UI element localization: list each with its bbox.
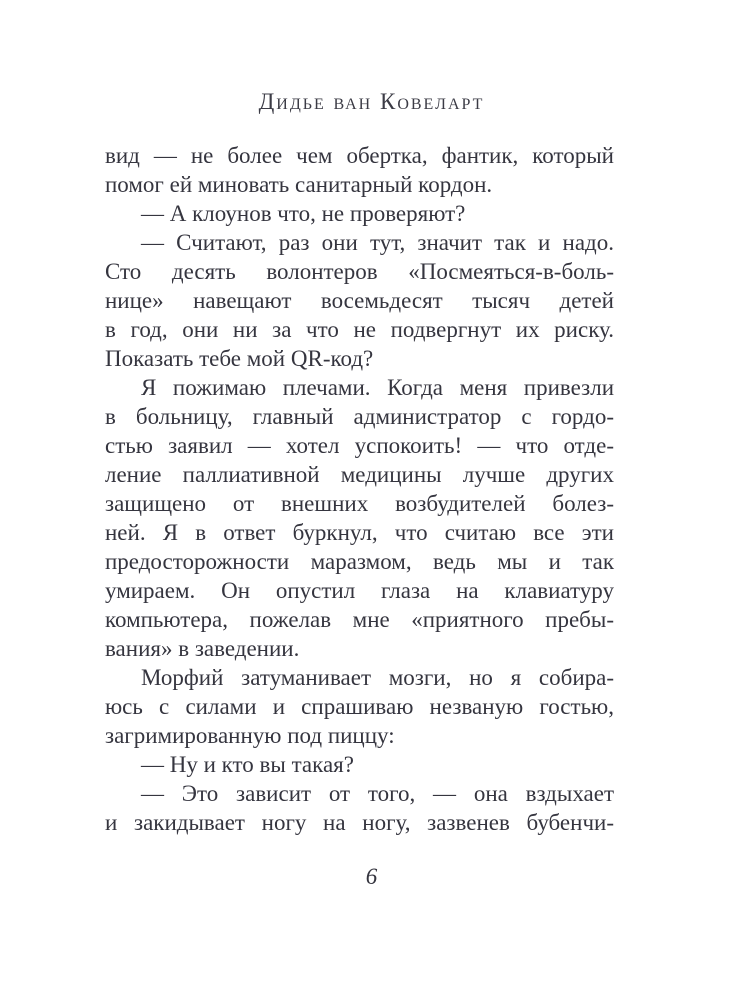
text-line: Морфий затуманивает мозги, но я собира- <box>141 665 614 690</box>
running-header-author: Дидье ван Ковеларт <box>258 89 485 114</box>
text-line: в больницу, главный администратор с гордо- <box>105 404 614 429</box>
text-line: компьютера, пожелав мне «приятного пребы- <box>105 607 614 632</box>
text-line: юсь с силами и спрашиваю незваную гостью, <box>105 694 614 719</box>
text-line: — Ну и кто вы такая? <box>141 752 354 777</box>
text-line: Сто десять волонтеров «Посмеяться-в-боль- <box>105 259 614 284</box>
text-line: ление паллиативной медицины лучше других <box>105 462 614 487</box>
text-line: нице» навещают восемьдесят тысяч детей <box>105 288 614 313</box>
text-line: умираем. Он опустил глаза на клавиатуру <box>105 578 614 603</box>
text-line: предосторожности маразмом, ведь мы и так <box>105 549 614 574</box>
text-line: вания» в заведении. <box>105 636 300 661</box>
text-line: помог ей миновать санитарный кордон. <box>105 172 493 197</box>
text-line: стью заявил — хотел успокоить! — что отде- <box>105 433 614 458</box>
text-line: — Это зависит от того, — она вздыхает <box>141 781 614 806</box>
text-line: защищено от внешних возбудителей болез- <box>105 491 614 516</box>
text-line: Показать тебе мой QR-код? <box>105 346 374 371</box>
text-line: загримированную под пиццу: <box>105 723 395 748</box>
text-line: вид — не более чем обертка, фантик, который <box>105 143 614 168</box>
page-number: 6 <box>365 864 378 889</box>
text-line: — Считают, раз они тут, значит так и надо. <box>141 230 614 255</box>
text-line: — А клоунов что, не проверяют? <box>141 201 466 226</box>
text-line: Я пожимаю плечами. Когда меня привезли <box>141 375 614 400</box>
body-text <box>105 141 614 837</box>
text-line: ней. Я в ответ буркнул, что считаю все эти <box>105 520 614 545</box>
text-line: в год, они ни за что не подвергнут их риску. <box>105 317 614 342</box>
text-line: и закидывает ногу на ногу, зазвенев бубенчи- <box>105 810 614 835</box>
